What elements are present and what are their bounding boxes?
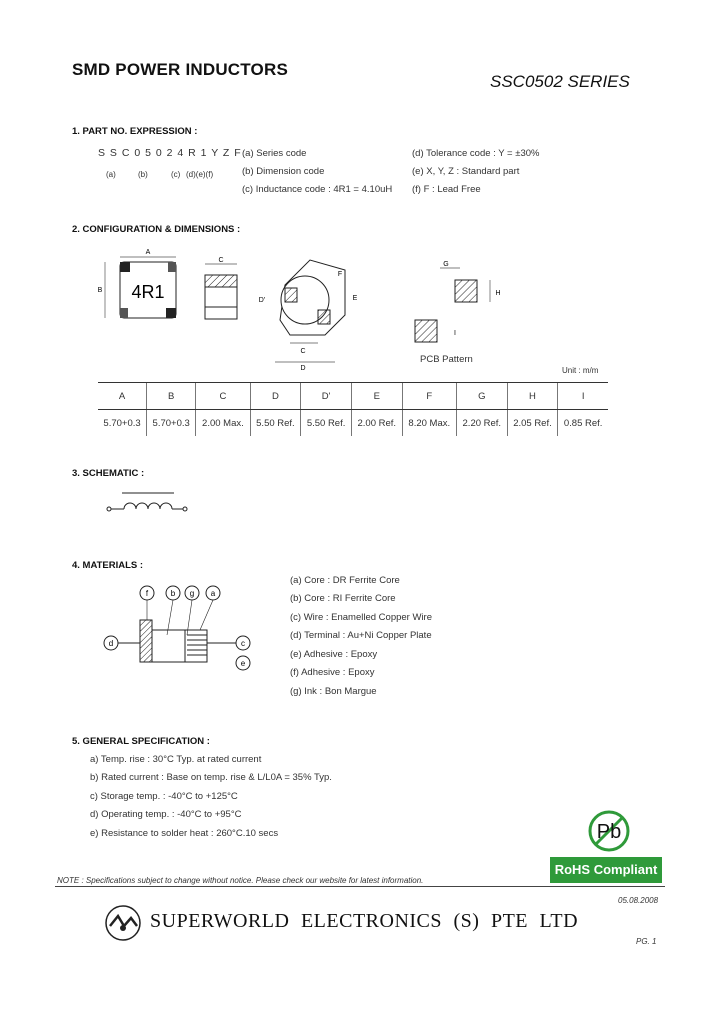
part-marker-a: (a) (106, 170, 116, 179)
svg-text:B: B (97, 287, 103, 294)
svg-text:b: b (170, 589, 176, 598)
material-c: (c) Wire : Enamelled Copper Wire (290, 612, 433, 623)
desc-b: (b) Dimension code (242, 166, 325, 177)
table-header: B (147, 383, 196, 410)
table-header: F (402, 383, 456, 410)
material-d: (d) Terminal : Au+Ni Copper Plate (290, 630, 432, 641)
material-a: (a) Core : DR Ferrite Core (290, 575, 400, 586)
page-number: PG. 1 (636, 937, 657, 946)
desc-e: (e) X, Y, Z : Standard part (412, 166, 520, 177)
svg-text:D: D (300, 365, 306, 372)
document-title: SMD POWER INDUCTORS (72, 60, 288, 79)
material-e: (e) Adhesive : Epoxy (290, 649, 378, 660)
spec-c: c) Storage temp. : -40°C to +125°C (90, 791, 238, 802)
table-cell: 5.70+0.3 (103, 417, 141, 429)
table-cell: 5.70+0.3 (147, 410, 196, 437)
desc-d: (d) Tolerance code : Y = ±30% (412, 148, 540, 159)
spec-d: d) Operating temp. : -40°C to +95°C (90, 809, 242, 820)
materials-cross-section (95, 580, 265, 680)
section-3-heading: 3. SCHEMATIC : (72, 468, 145, 479)
part-number-code: S S C 0 5 0 2 4 R 1 Y Z F (98, 147, 242, 159)
material-g: (g) Ink : Bon Margue (290, 686, 377, 697)
rohs-compliant-badge: RoHS Compliant (550, 857, 662, 883)
pcb-pattern-drawing (415, 261, 501, 342)
table-header: D' (301, 383, 352, 410)
table-cell: 0.85 Ref. (558, 410, 608, 437)
table-cell: 2.05 Ref. (507, 410, 558, 437)
svg-text:E: E (352, 295, 358, 302)
svg-text:H: H (495, 290, 501, 297)
svg-text:a: a (210, 589, 216, 598)
footer-note: NOTE : Specifications subject to change without notice. Please check our website for latest information. (57, 876, 424, 885)
table-row (98, 410, 608, 437)
svg-text:c: c (241, 639, 245, 648)
svg-text:d: d (108, 639, 114, 648)
table-header: G (456, 383, 507, 410)
svg-text:f: f (145, 589, 149, 598)
company-name: SUPERWORLD ELECTRONICS (S) PTE LTD (150, 910, 579, 932)
svg-text:C: C (300, 348, 306, 355)
part-marker-b: (b) (138, 170, 148, 179)
svg-text:e: e (240, 659, 246, 668)
section-1-heading: 1. PART NO. EXPRESSION : (72, 126, 198, 137)
footer-divider (55, 886, 665, 887)
inductance-marking: 4R1 (131, 282, 165, 302)
schematic-coil-symbol (100, 485, 200, 525)
bottom-view-drawing (259, 260, 358, 372)
dimension-drawings (0, 240, 720, 380)
table-cell: 8.20 Max. (402, 410, 456, 437)
svg-text:g: g (189, 589, 195, 598)
spec-b: b) Rated current : Base on temp. rise & L/L0A = 35% Typ. (90, 772, 332, 783)
table-cell: 2.00 Ref. (351, 410, 402, 437)
series-name: SSC0502 SERIES (490, 72, 630, 91)
company-logo (104, 904, 142, 942)
desc-a: (a) Series code (242, 148, 307, 159)
svg-text:D': D' (258, 297, 266, 304)
table-header: C (196, 383, 250, 410)
desc-f: (f) F : Lead Free (412, 184, 481, 195)
table-header: A (98, 383, 147, 410)
section-5-heading: 5. GENERAL SPECIFICATION : (72, 736, 210, 747)
top-view-drawing (98, 249, 176, 318)
section-2-heading: 2. CONFIGURATION & DIMENSIONS : (72, 224, 241, 235)
table-cell: 2.20 Ref. (456, 410, 507, 437)
table-header-row (98, 383, 608, 410)
side-view-drawing (205, 257, 237, 319)
table-header: H (507, 383, 558, 410)
dimensions-table (98, 382, 608, 436)
svg-text:Pb: Pb (596, 821, 622, 843)
lead-free-icon (585, 808, 635, 854)
table-header: E (351, 383, 402, 410)
table-header: I (558, 383, 608, 410)
svg-text:F: F (337, 271, 343, 278)
section-4-heading: 4. MATERIALS : (72, 560, 144, 571)
table-cell: 2.00 Max. (196, 410, 250, 437)
table-header: D (250, 383, 301, 410)
unit-label: Unit : m/m (562, 366, 599, 375)
pcb-pattern-label: PCB Pattern (420, 354, 473, 365)
part-marker-def: (d)(e)(f) (186, 170, 214, 179)
table-cell: 5.50 Ref. (250, 410, 301, 437)
svg-text:C: C (218, 257, 224, 264)
footer-date: 05.08.2008 (618, 896, 659, 905)
spec-a: a) Temp. rise : 30°C Typ. at rated current (90, 754, 262, 765)
material-b: (b) Core : RI Ferrite Core (290, 593, 396, 604)
svg-text:A: A (145, 249, 151, 256)
svg-text:G: G (443, 261, 449, 268)
material-f: (f) Adhesive : Epoxy (290, 667, 375, 678)
spec-e: e) Resistance to solder heat : 260°C.10 secs (90, 828, 279, 839)
svg-text:I: I (454, 330, 456, 337)
table-cell: 5.50 Ref. (301, 410, 352, 437)
desc-c: (c) Inductance code : 4R1 = 4.10uH (242, 184, 393, 195)
part-marker-c: (c) (171, 170, 181, 179)
